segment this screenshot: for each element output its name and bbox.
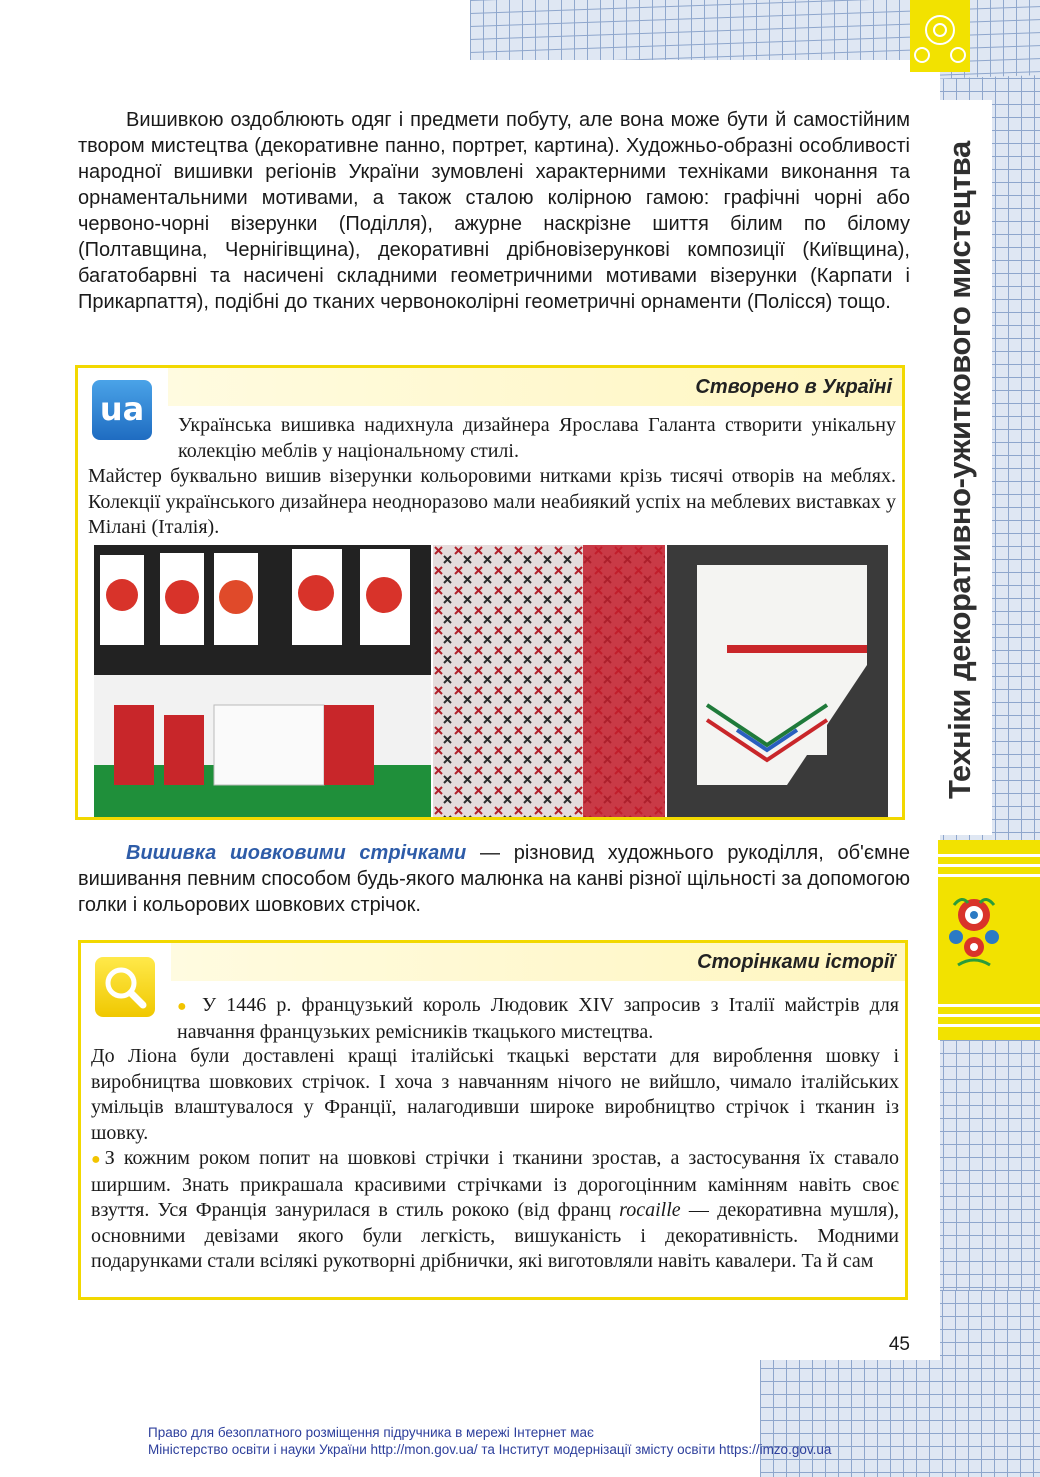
bullet-icon: ● [177, 998, 192, 1015]
history-bullet-2: ●З кожним роком попит на шовкові стрічки і тканини зростав, а застосування їх ставало ширшим. Знать прикрашала красивими стрічками із дорогоцінним камінням навіть своє взуття. Уся Франція занурилася в стиль рококо (від франц rocaille — декоративна мушля), основними девізами якого були легкість, вишуканість і декоративність. Модними подарунками стали всілякі рукотворні дрібнички, які виготовляли навіть кавалери. Та й сам [91, 1147, 899, 1272]
footer-line: Право для безоплатного розміщення підручника в мережі Інтернет має [148, 1425, 594, 1440]
term-highlight: Вишивка шовковими стрічками [126, 842, 467, 864]
ua-icon: ua [92, 380, 152, 440]
ribbon-embroidery-paragraph: Вишивка шовковими стрічками — різновид художнього рукоділля, об'ємне вишивання певним способом будь-якого малюнка на канві різної щільності за допомогою голки і кольорових шовкових стрічок. [78, 842, 910, 916]
bullet-icon: ● [91, 1151, 105, 1168]
box-text: Майстер буквально вишив візерунки кольоровими нитками крізь тисячі отворів на меблях. Колекції українського дизайнера неодноразово мали неабиякий успіх на меблевих виставках у Мілані (Італія). [88, 465, 896, 538]
floral-corner-icon [910, 0, 970, 72]
folk-flower-ornament-icon [948, 885, 1000, 980]
search-icon [95, 957, 155, 1017]
created-in-ukraine-box [75, 365, 905, 820]
footer-note [148, 1424, 908, 1458]
history-pages-box [78, 940, 908, 1300]
intro-paragraph: Вишивкою оздоблюють одяг і предмети побуту, але вона може бути й самостійним твором мистецтва (декоративне панно, портрет, картина). Художньо-образні особливості народної вишивки регіонів України зумовлені характерними техніками виконання та орнаментальними мотивами, а також сталою колірною гамою: графічні чорні або червоно-чорні візерунки (Поділля), ажурне наскрізне шиття білим по білому (Полтавщина, Чернігівщина), декоративні дрібновізерункові композиції (Київщина), багатобарвні та насичені складними геометричними мотивами візерунки (Карпати і Прикарпаття), подібні до тканих червоноколірні геометричні орнаменти (Полісся) тощо. [78, 109, 910, 313]
box-text: До Ліона були доставлені кращі італійські ткацькі верстати для вироблення шовку і виробництва шовкових стрічок. І хоча з навчанням нічого не вийшло, чимало італійських умільців влаштувалося у Франції, налагодивши широке виробництво стрічок і тканин із шовку. [91, 1045, 899, 1144]
photo-embroidered-bench [667, 545, 888, 817]
history-bullet-1: ● У 1446 р. французький король Людовик XIV запросив з Італії майстрів для навчання французьких ремісників ткацького мистецтва. [177, 994, 900, 1043]
box-heading: Сторінками історії [171, 943, 905, 981]
footer-line: Міністерство освіти і науки України http://mon.gov.ua/ та Інститут модернізації змісту освіти https://imzo.gov.ua [148, 1442, 832, 1457]
page-number: 45 [888, 1334, 910, 1355]
furniture-photos [94, 545, 888, 817]
box-text: Українська вишивка надихнула дизайнера Ярослава Галанта створити унікальну колекцію меблів у національному стилі. [178, 414, 896, 462]
box-heading: Створено в Україні [168, 368, 902, 406]
photo-cross-stitch [433, 545, 665, 817]
photo-embroidered-room [94, 545, 431, 817]
chapter-title: Техніки декоративно-ужиткового мистецтва [942, 141, 977, 799]
side-yellow-accent [910, 0, 970, 72]
